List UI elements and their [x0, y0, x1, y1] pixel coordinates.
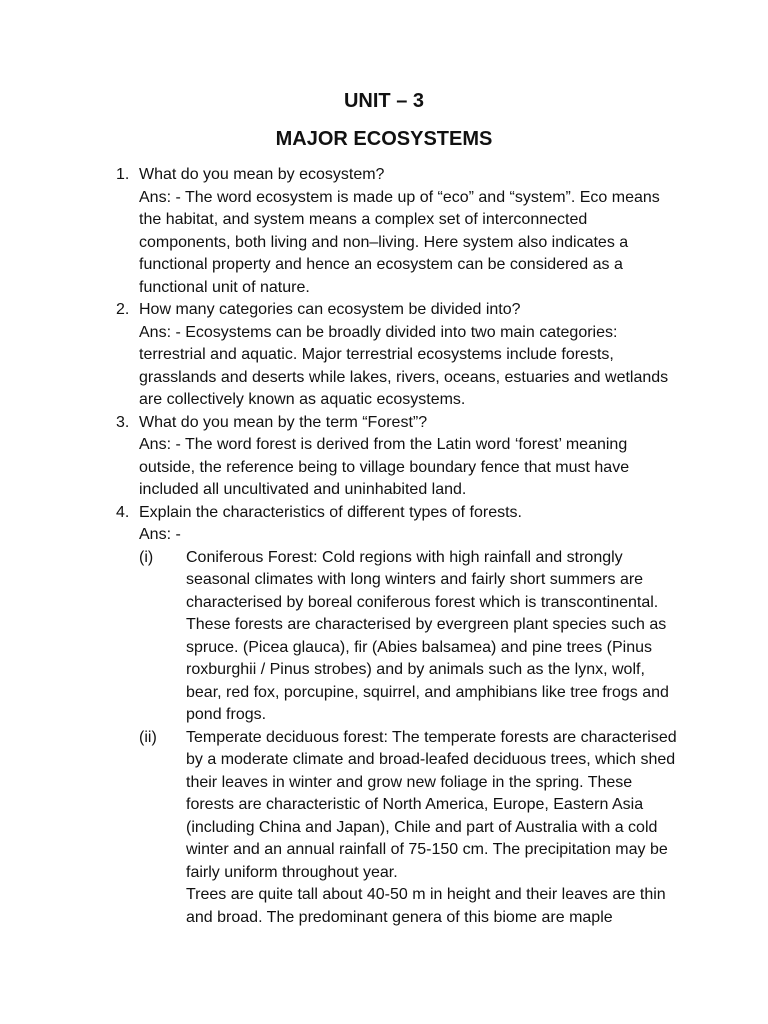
- question-text: What do you mean by ecosystem?: [139, 166, 385, 183]
- page-title: MAJOR ECOSYSTEMS: [275, 128, 493, 150]
- question-number: 2.: [116, 301, 130, 318]
- subitem-number: (ii): [139, 728, 157, 746]
- forest-type-item-temperate: [139, 727, 680, 930]
- unit-heading: UNIT – 3: [343, 90, 425, 112]
- subitem-number: (i): [139, 548, 154, 566]
- question-text: How many categories can ecosystem be divided into?: [139, 301, 521, 318]
- forest-type-item-coniferous: [139, 547, 680, 727]
- answer-text: Ans: - The word ecosystem is made up of “eco” and “system”. Eco means the habitat, and system means a complex set of interconnected components, both living and non–living. Here system also indicates a functional property and hence an ecosystem can be considered as a functional unit of nature.: [139, 188, 660, 296]
- subitem-text: Temperate deciduous forest: The temperate forests are characterised by a moderate climate and broad-leafed deciduous trees, which shed their leaves in winter and grow new foliage in the spring. These forests are characteristic of North America, Europe, Eastern Asia (including China and Japan), Chile and part of Australia with a cold winter and an annual rainfall of 75-150 cm. The precipitation may be fairly uniform throughout year.: [186, 728, 677, 881]
- answer-text: Ans: - Ecosystems can be broadly divided into two main categories: terrestrial and aquatic. Major terrestrial ecosystems include forests, grasslands and deserts while lakes, rivers, oceans, estuaries and wetlands are collectively known as aquatic ecosystems.: [139, 323, 669, 408]
- question-item-2: [0, 299, 768, 412]
- subitem-text: Coniferous Forest: Cold regions with high rainfall and strongly seasonal climates with long winters and fairly short summers are characterised by boreal coniferous forest which is transcontinental. These forests are characterised by evergreen plant species such as spruce. (Picea glauca), fir (Abies balsamea) and pine trees (Pinus roxburghii / Pinus strobes) and by animals such as the lynx, wolf, bear, red fox, porcupine, squirrel, and amphibians like tree frogs and pond frogs.: [186, 548, 669, 723]
- question-number: 1.: [116, 166, 130, 183]
- question-number: 3.: [116, 413, 130, 431]
- question-item-4: [0, 502, 768, 930]
- forest-type-list: [139, 547, 680, 930]
- question-text: Explain the characteristics of different types of forests.: [139, 503, 522, 521]
- question-item-3: [0, 412, 768, 502]
- answer-text: Ans: - The word forest is derived from the Latin word ‘forest’ meaning outside, the reference being to village boundary fence that must have included all uncultivated and uninhabited land.: [139, 436, 630, 498]
- answer-text: Ans: -: [139, 526, 181, 543]
- question-item-1: [0, 164, 768, 299]
- question-list: [0, 164, 768, 929]
- subitem-text-continued: Trees are quite tall about 40-50 m in height and their leaves are thin and broad. The predominant genera of this biome are maple: [186, 886, 666, 926]
- question-number: 4.: [116, 503, 130, 521]
- question-text: What do you mean by the term “Forest”?: [139, 413, 428, 431]
